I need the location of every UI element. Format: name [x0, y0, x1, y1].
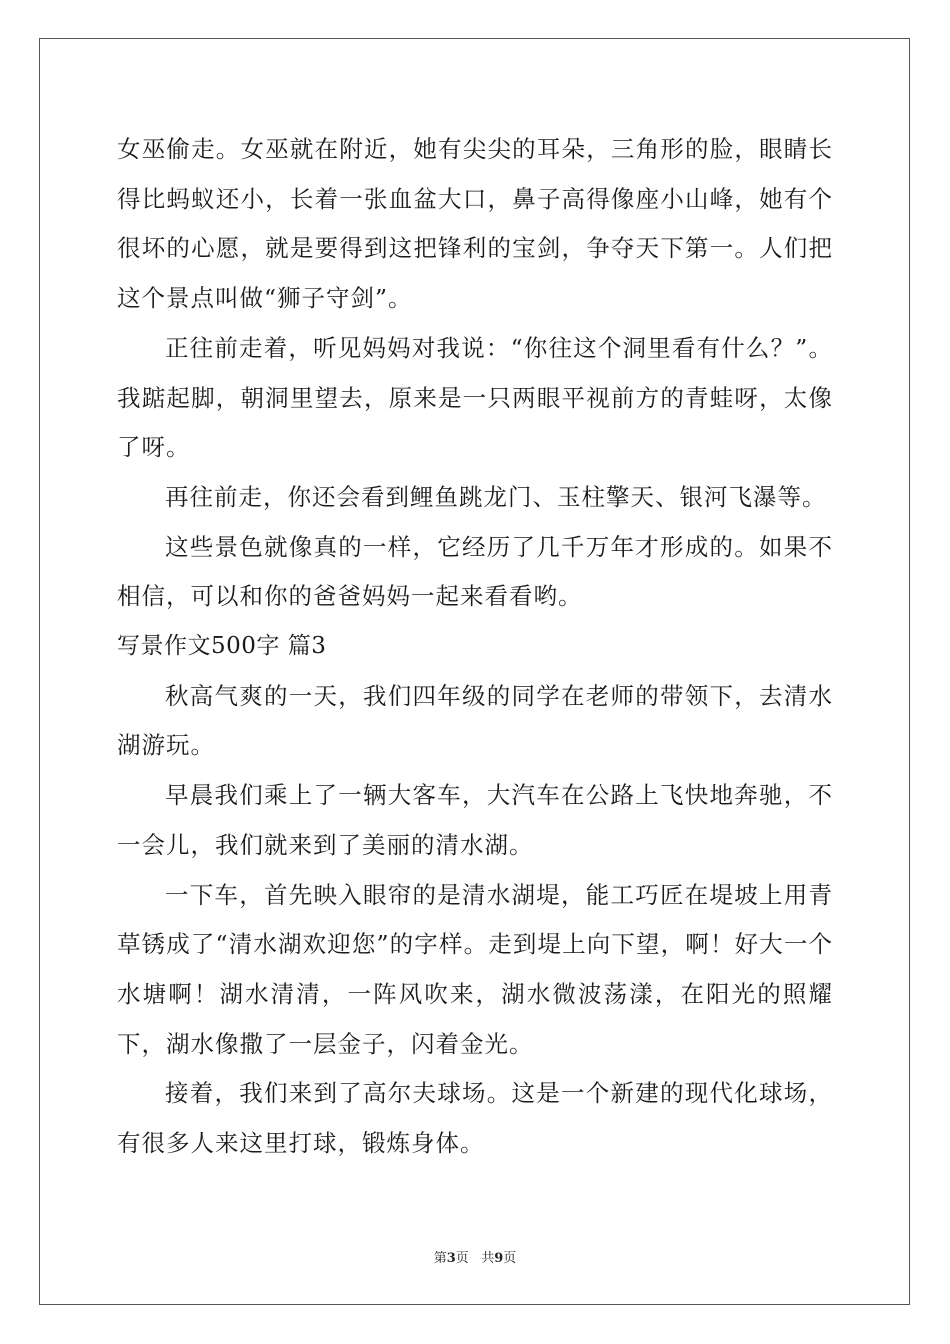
paragraph: 再往前走，你还会看到鲤鱼跳龙门、玉柱擎天、银河飞瀑等。: [165, 482, 827, 511]
paragraph: 一下车，首先映入眼帘的是清水湖堤，能工巧匠在堤坡上用青草锈成了“清水湖欢迎您”的字样。走到堤上向下望，啊！好大一个水塘啊！湖水清清，一阵风吹来，湖水微波荡漾，在阳光的照耀下，湖水像撒了一层金子，闪着金光。: [117, 880, 833, 1058]
total-prefix: 共: [481, 1251, 495, 1266]
page-number: 3: [446, 1251, 456, 1266]
paragraph: 这些景色就像真的一样，它经历了几千万年才形成的。如果不相信，可以和你的爸爸妈妈一起来看看哟。: [117, 532, 833, 611]
page-prefix: 第: [433, 1251, 447, 1266]
paragraph: 正往前走着，听见妈妈对我说：“你往这个洞里看有什么？”。我踮起脚，朝洞里望去，原来是一只两眼平视前方的青蛙呀，太像了呀。: [117, 333, 833, 462]
document-body: [117, 125, 833, 1169]
page-suffix: 页: [455, 1251, 469, 1266]
paragraph-continued: 女巫偷走。女巫就在附近，她有尖尖的耳朵，三角形的脸，眼睛长得比蚂蚁还小，长着一张血盆大口，鼻子高得像座小山峰，她有个很坏的心愿，就是要得到这把锋利的宝剑，争夺天下第一。人们把这个景点叫做“狮子守剑”。: [117, 135, 833, 313]
paragraph: 接着，我们来到了高尔夫球场。这是一个新建的现代化球场，有很多人来这里打球，锻炼身体。: [117, 1079, 833, 1158]
paragraph: 早晨我们乘上了一辆大客车，大汽车在公路上飞快地奔驰，不一会儿，我们就来到了美丽的清水湖。: [117, 781, 833, 859]
total-pages: 9: [494, 1251, 504, 1266]
page-footer: [0, 1247, 950, 1266]
section-heading: 写景作文500字 篇3: [117, 633, 327, 660]
total-suffix: 页: [503, 1251, 517, 1266]
paragraph: 秋高气爽的一天，我们四年级的同学在老师的带领下，去清水湖游玩。: [117, 681, 833, 760]
